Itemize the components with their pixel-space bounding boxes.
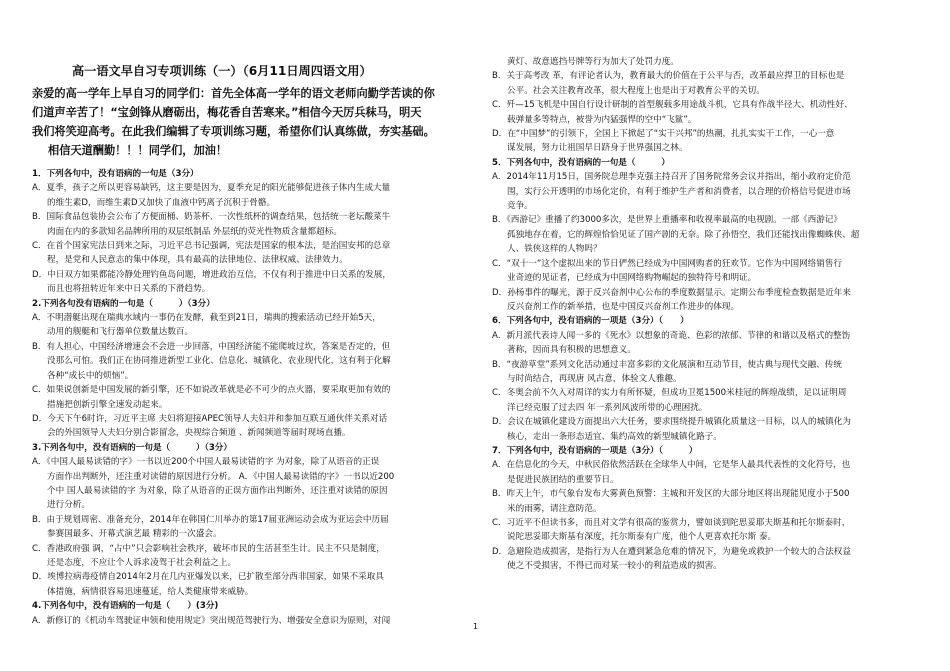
text-line: 的维生素D，而维生素D又加快了血液中钙离子沉积于骨骼。 bbox=[47, 197, 276, 208]
text-line: 没那么可怕。我们正在协同推进新型工业化、信息化、城镇化、农业现代化，这有利于化解 bbox=[47, 356, 391, 367]
answer-option: D．埃博拉病毒疫情自2014年2月在几内亚爆发以来，已扩散至部分西非国家，如果不采取具 bbox=[32, 572, 384, 583]
document-title: 高一语文早自习专项训练（一）（6月11日周四语文用） bbox=[72, 64, 372, 78]
text-line: 程，是党和人民意志的集中体现，具有最高的法律地位、法律权威、法律效力。 bbox=[47, 255, 348, 266]
text-line: 围，实行公开透明的市场化定价，有利于维护生产者和消费者，以合理的价格信号促进市场 bbox=[507, 186, 851, 197]
answer-option: C．在首个国家宪法日到来之际，习近平总书记强调，宪法是国家的根本法，是治国安邦的总章 bbox=[32, 241, 391, 252]
right-column bbox=[492, 55, 922, 574]
text-line: 体措施，病情很容易迅速蔓延，给人类健康带来威胁。 bbox=[47, 586, 254, 597]
answer-option: D．中日双方如果都能冷静处理钓鱼岛问题，增进政治互信，不仅有利于推进中日关系的发展， bbox=[32, 269, 391, 280]
greeting-line: 相信天道酬勤！！！同学们，加油！ bbox=[48, 144, 228, 157]
left-column bbox=[32, 84, 462, 628]
text-line: 进行分析。 bbox=[47, 500, 90, 511]
text-line: 方面作出判断外，还注重对读错的原因进行分析。 A．《中国人最易读错的字》一书以近200 bbox=[47, 471, 395, 482]
answer-option: B．“夜游草堂”系列文化活动通过丰富多彩的文化展演和互动节目，使古典与现代交融、传统 bbox=[492, 359, 842, 370]
text-line: 而且也将扭转近年来中日关系的下滑趋势。 bbox=[47, 284, 211, 295]
text-line: 使之不受损害，不得已而对某一较小的利益造成的损害。 bbox=[507, 561, 722, 572]
answer-option: C．歼—15飞机是中国自行设计研制的首型舰载多用途战斗机，它具有作战半径大、机动性好、 bbox=[492, 100, 853, 111]
text-line: 是促进民族团结的重要节日。 bbox=[507, 474, 619, 485]
text-line: 肉面在内的多款知名品牌所用的双层纸制品 外层纸的荧光性物质含量都超标。 bbox=[47, 226, 342, 237]
answer-option: A．新修订的《机动车驾驶证申领和使用规定》突出规范驾驶行为、增强安全意识为原则，对闯 bbox=[32, 615, 391, 626]
question-stem: 6．下列各句中，没有语病的一项是（3分）（ ） bbox=[492, 316, 689, 327]
text-line: 说陀思妥耶夫斯基有深度，托尔斯泰有广度，他个人更喜欢托尔斯 泰。 bbox=[507, 532, 777, 543]
text-line: 与时尚结合，再现唐 风古意，体验文人雅趣。 bbox=[507, 373, 682, 384]
text-line: 公平。社会关注教育改革，很大程度上也是出于对教育公平的关切。 bbox=[507, 85, 765, 96]
text-line: 会的外国领导人夫妇分别合影留念，央视综合频道 、新闻频道等届时现场直播。 bbox=[47, 428, 351, 439]
text-line: 米的雨雾，请注意防范。 bbox=[507, 503, 602, 514]
answer-option: A．在信息化的今天，中秋民俗依然活跃在全球华人中间，它是华人最具代表性的文化符号，也 bbox=[492, 460, 851, 471]
answer-option: C．习近平不但读书多，而且对文学有很高的鉴赏力，譬如谈到陀思妥耶夫斯基和托尔斯泰时， bbox=[492, 518, 851, 528]
question-stem: 5．下列各句中，没有语病的一句是（ ） bbox=[492, 157, 670, 168]
text-line: 措施把创新引擎全速发动起来。 bbox=[47, 399, 168, 410]
answer-option: D．会议在城镇化建设方面提出六大任务，要求围绕提升城镇化质量这一目标，以人的城镇化为 bbox=[492, 417, 851, 428]
text-line: 谋发展，努力让祖国早日跻身于世界强国之林。 bbox=[507, 143, 688, 154]
answer-option: A．2014年11月15日，国务院总理李克强主持召开了国务院常务会议并指出，缩小政府定价范 bbox=[492, 172, 851, 183]
text-line: 动用的舰艇和飞行器单位数量达数百。 bbox=[47, 327, 194, 338]
text-line: 核心，走出一条形态适宜、集约高效的新型城镇化路子。 bbox=[507, 431, 722, 442]
answer-option: A．不明潜艇出现在瑞典水域内一事仍在发酵，截至到21日，瑞典的搜索活动已经开始5天， bbox=[32, 313, 381, 324]
answer-option: C．“双十一”这个虚拟出来的节日俨然已经成为中国网购者的狂欢节。它作为中国网络销售行 bbox=[492, 258, 843, 269]
text-line: 洋已经克服了过去四 年一系列风波所带的心理困扰。 bbox=[507, 402, 708, 413]
text-line: 著称，因而具有积极的思想意义。 bbox=[507, 345, 636, 356]
answer-option: A．新月派代表诗人闻一多的《死水》以想象的奇诡、色彩的浓郁、节律的和谐以及格式的整饬 bbox=[492, 330, 851, 341]
answer-option: C．冬奥会前不久入对周详的实力有所怀疑，但成功卫冕1500米桂冠的辉煌战绩，足以证明周 bbox=[492, 388, 847, 399]
answer-option: D．孙杨事件的曝光，源于反兴奋剂中心公布的季度数据显示。定期公布季度检查数据是近年来 bbox=[492, 287, 851, 298]
answer-option: A．《中国人最易读错的字》一书以近200个中国人最易读错的字 为对象，除了从语音的正误 bbox=[32, 457, 380, 468]
answer-option: B．国际食品包装协会公布了方便面桶、奶茶杯、一次性纸杯的调查结果，包括统一老坛酸菜牛 bbox=[32, 212, 391, 223]
answer-option: B．《西游记》重播了约3000多次，是世界上重播率和收视率最高的电视剧。一部《西游记》 bbox=[492, 215, 843, 226]
answer-option: C．香港政府强 调，“占中”只会影响社会秩序，破坏市民的生活甚至生计。民主不只是制度， bbox=[32, 543, 385, 554]
answer-option: A．夏季，孩子之所以更容易缺钙，这主要是因为，夏季充足的阳光能够促进孩子体内生成大量 bbox=[32, 183, 391, 194]
page-number: 1 bbox=[473, 622, 479, 631]
answer-option: B．昨天上午，市气象台发布大雾黄色预警：主城和开发区的大部分地区将出现能见度小于500 bbox=[492, 489, 850, 500]
text-line: 竞争。 bbox=[507, 201, 533, 212]
text-line: 各种“成长中的烦恼”。 bbox=[47, 370, 134, 381]
answer-option: C．如果说创新是中国发展的新引擎，还不如说改革就是必不可少的点火器，要采取更加有效的 bbox=[32, 385, 391, 396]
answer-option: D．在“中国梦”的引领下，全国上下掀起了“实干兴邦”的热潮，扎扎实实干工作，一心一意 bbox=[492, 129, 835, 140]
greeting-line: 亲爱的高一学年上早自习的同学们：首先全体高一学年的语文老师向勤学苦读的你 bbox=[32, 87, 435, 100]
answer-option: D．今天下午6时许，习近平主席 夫妇将迎接APEC领导人夫妇并和参加互联互通伙伴关系对话 bbox=[32, 413, 388, 424]
text-line: 载弹量多等特点，被誉为内猛强悍的空中“飞鲨”。 bbox=[507, 114, 697, 125]
question-stem: 4.下列各句中，没有语病的一句是（ ）(3分) bbox=[32, 601, 219, 612]
greeting-line: 们道声辛苦了！“宝剑锋从磨砺出，梅花香自苦寒来。”相信今天厉兵秣马，明天 bbox=[32, 106, 422, 119]
text-line: 黄灯、故意遮挡号牌等行为加大了处罚力度。 bbox=[507, 57, 679, 67]
answer-option: D．急避险造成损害，是指行为人在遭到紧急危难的情况下，为避免或救护一个较大的合法权益 bbox=[492, 546, 851, 557]
answer-option: B．由于规划周密、准备充分，2014年在韩国仁川举办的第17届亚洲运动会成为亚运会中历届 bbox=[32, 514, 389, 525]
question-stem: 3.下列各句中，没有语病的一句是（ ）（3分） bbox=[32, 442, 232, 453]
text-line: 个中 国人最易读错的字 为对象，除了从语音的正误方面作出判断外，还注重对读错的原因 bbox=[47, 485, 388, 496]
question-stem: 7．下列各句中，没有语病的一项是（3分）（ ） bbox=[492, 445, 698, 456]
text-line: 人、铁侠这样的人物吗？ bbox=[507, 244, 602, 255]
greeting-line: 我们将笑迎高考。在此我们编辑了专项训练习题，希望你们认真练做，夯实基础。 bbox=[32, 125, 435, 138]
question-stem: 2.下列各句没有语病的一句是（ ）（3分） bbox=[32, 298, 215, 309]
answer-option: B．有人担心，中国经济增速会不会进一步回落，中国经济能不能爬坡过坎，答案是否定的，但 bbox=[32, 341, 391, 352]
text-line: 业奇迹的见证者，已经成为中国网络购物崛起的独特符号和明证。 bbox=[507, 273, 757, 284]
text-line: 反兴奋剂工作的新举措，也是中国反兴奋剂工作进步的体现。 bbox=[507, 301, 740, 312]
question-stem: 1．下列各句中，没有语病的一句是（3分） bbox=[32, 169, 199, 179]
text-line: 参赛国最多、开幕式演艺最 精彩的一次盛会。 bbox=[47, 529, 222, 540]
text-line: 还是态度，不应让个人诉求凌驾于社会利益之上。 bbox=[47, 557, 237, 568]
text-line: 孤独地存在着，它的辉煌恰恰见证了国产剧的无奈。除了孙悟空，我们还能找出像蜘蛛侠、超 bbox=[507, 229, 860, 240]
answer-option: B．关于高考改 革，有评论者认为，教育最大的价值在于公平与否，改革最应捍卫的目标也是 bbox=[492, 71, 845, 82]
